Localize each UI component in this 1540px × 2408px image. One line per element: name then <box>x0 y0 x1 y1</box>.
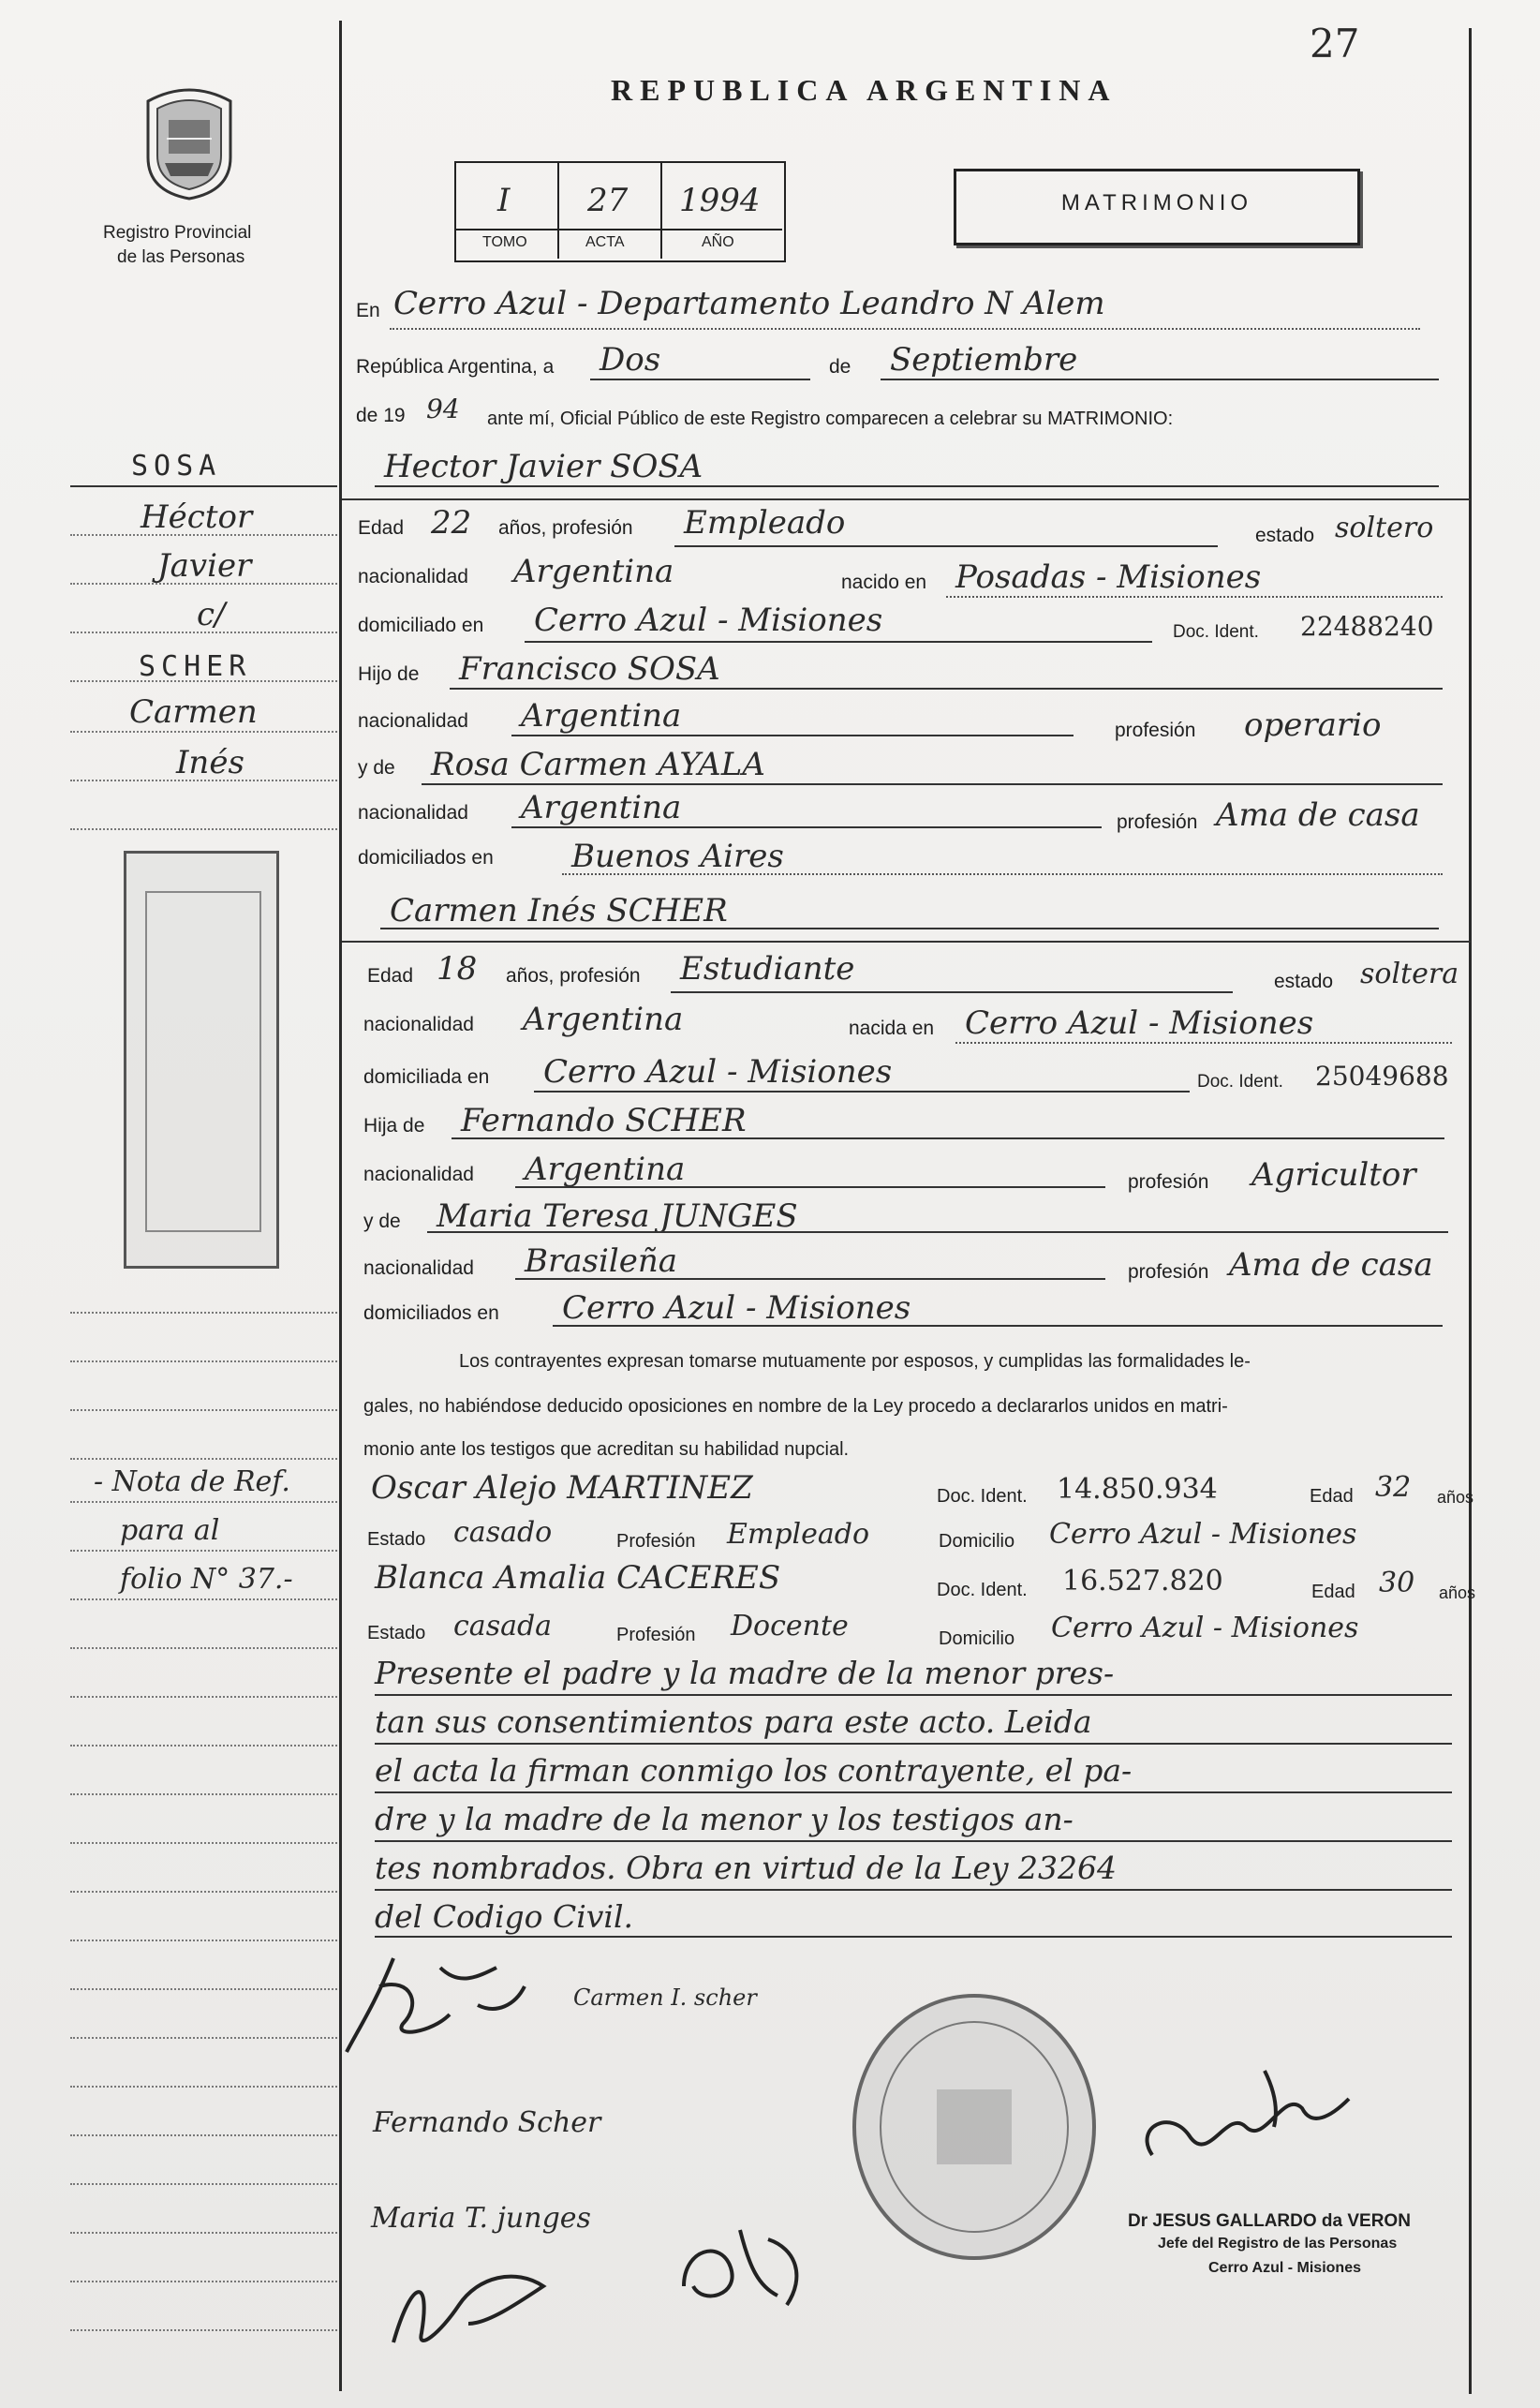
margin-conj: c/ <box>197 596 226 633</box>
bride-birthplace: Cerro Azul - Misiones <box>965 1004 1314 1042</box>
bride-nacida-label: nacida en <box>849 1018 935 1039</box>
groom-profesion-label: años, profesión <box>498 517 633 539</box>
margin-given2: Javier <box>157 547 252 585</box>
witness2-doc: 16.527.820 <box>1062 1565 1223 1598</box>
bride-mother-nationality: Brasileña <box>525 1242 677 1280</box>
bride-mother-nat-label: nacionalidad <box>363 1257 474 1279</box>
bride-profession: Estudiante <box>680 950 855 988</box>
groom-doc: 22488240 <box>1300 611 1434 642</box>
groom-parents-dom-label: domiciliados en <box>358 847 494 869</box>
witness1-doc-label: Doc. Ident. <box>937 1486 1028 1507</box>
groom-marital: soltero <box>1335 512 1434 544</box>
witness1-domicile: Cerro Azul - Misiones <box>1049 1518 1357 1551</box>
witness2-doc-label: Doc. Ident. <box>937 1580 1028 1600</box>
groom-age: 22 <box>431 504 472 542</box>
bride-parents-dom-label: domiciliados en <box>363 1302 499 1324</box>
official-place: Cerro Azul - Misiones <box>1208 2260 1361 2276</box>
official-name: Dr JESUS GALLARDO da VERON <box>1128 2211 1411 2231</box>
witness2-anos-label: años <box>1439 1583 1476 1602</box>
groom-domiciliado-label: domiciliado en <box>358 615 484 636</box>
groom-birthplace: Posadas - Misiones <box>955 558 1262 596</box>
groom-estado-label: estado <box>1255 525 1315 546</box>
bride-nacionalidad-label: nacionalidad <box>363 1014 474 1035</box>
groom-edad-label: Edad <box>358 517 405 539</box>
bride-mother-prof-label: profesión <box>1128 1261 1209 1283</box>
ano-label: AÑO <box>702 234 734 250</box>
groom-mother-prof-label: profesión <box>1117 811 1198 833</box>
witness1-name: Oscar Alejo MARTINEZ <box>371 1469 753 1507</box>
bride-domicile: Cerro Azul - Misiones <box>543 1053 893 1091</box>
provincial-seal <box>139 82 240 202</box>
page-number: 27 <box>1310 21 1360 67</box>
witness2-name: Blanca Amalia CACERES <box>375 1559 781 1597</box>
groom-father-prof-label: profesión <box>1115 720 1196 741</box>
right-border <box>1469 28 1472 2394</box>
marriage-year-digits: 94 <box>426 394 460 424</box>
bride-doc-label: Doc. Ident. <box>1197 1072 1283 1092</box>
witness2-domicilio-label: Domicilio <box>939 1628 1015 1649</box>
bride-hija-label: Hija de <box>363 1115 425 1137</box>
groom-mother-nat-label: nacionalidad <box>358 802 468 824</box>
witness2-profesion-label: Profesión <box>616 1625 696 1645</box>
witness2-age: 30 <box>1379 1567 1415 1599</box>
witness2-signature <box>665 2211 815 2324</box>
witness1-edad-label: Edad <box>1310 1486 1354 1507</box>
witness1-profesion-label: Profesión <box>616 1531 696 1552</box>
groom-mother: Rosa Carmen AYALA <box>431 746 765 783</box>
bride-signature: Carmen I. scher <box>573 1984 757 2011</box>
registry-name-line2: de las Personas <box>117 247 245 267</box>
marriage-day: Dos <box>600 341 661 379</box>
margin-surname: SOSA <box>131 450 222 483</box>
margin-note2: para al <box>120 1514 220 1547</box>
groom-nacido-label: nacido en <box>841 572 927 593</box>
witness1-estado: casado <box>453 1516 553 1549</box>
witness1-doc: 14.850.934 <box>1057 1473 1218 1506</box>
marriage-month: Septiembre <box>890 341 1078 379</box>
country-title: REPUBLICA ARGENTINA <box>611 73 1118 107</box>
tomo-value: I <box>497 182 511 219</box>
declaration-line2: gales, no habiéndose deducido oposiciones en nombre de la Ley procedo a declararlos unidos en matri- <box>363 1396 1228 1417</box>
bride-father-prof-label: profesión <box>1128 1171 1209 1193</box>
groom-father: Francisco SOSA <box>459 650 720 688</box>
margin-note3: folio N° 37.- <box>120 1563 293 1596</box>
groom-yde-label: y de <box>358 757 395 779</box>
declaration-line1: Los contrayentes expresan tomarse mutuamente por esposos, y cumplidas las formalidades le- <box>459 1351 1251 1372</box>
margin-given3: Carmen <box>129 693 258 731</box>
bride-father-nationality: Argentina <box>525 1151 686 1188</box>
bride-edad-label: Edad <box>367 965 414 987</box>
bride-yde-label: y de <box>363 1211 401 1232</box>
de-label: de <box>829 356 851 378</box>
witness1-estado-label: Estado <box>367 1529 426 1550</box>
bride-father-nat-label: nacionalidad <box>363 1164 474 1185</box>
groom-domicile: Cerro Azul - Misiones <box>534 602 883 639</box>
record-type-label: MATRIMONIO <box>1060 190 1253 216</box>
bride-nationality: Argentina <box>523 1001 684 1038</box>
de-year-label: de 19 <box>356 405 406 426</box>
witness2-estado: casada <box>453 1610 553 1642</box>
margin-given4: Inés <box>176 744 244 781</box>
record-ref-box <box>454 161 786 262</box>
witness1-domicilio-label: Domicilio <box>939 1531 1015 1552</box>
ano-value: 1994 <box>679 182 761 219</box>
tomo-label: TOMO <box>482 234 527 250</box>
witness1-anos-label: años <box>1437 1488 1474 1507</box>
registry-name-line1: Registro Provincial <box>103 223 252 243</box>
bride-profesion-label: años, profesión <box>506 965 641 987</box>
groom-mother-profession: Ama de casa <box>1216 796 1420 834</box>
acta-value: 27 <box>587 182 629 219</box>
notes-line5: tes nombrados. Obra en virtud de la Ley 23264 <box>375 1850 1118 1886</box>
mother-signature: Maria T. junges <box>371 2202 591 2235</box>
bride-mother: Maria Teresa JUNGES <box>437 1197 798 1235</box>
notes-line2: tan sus consentimientos para este acto. Leida <box>375 1703 1092 1740</box>
notes-line6: del Codigo Civil. <box>375 1898 634 1935</box>
record-type-box <box>954 169 1360 245</box>
groom-profession: Empleado <box>684 504 846 542</box>
bride-parents-domicile: Cerro Azul - Misiones <box>562 1289 911 1327</box>
bride-age: 18 <box>437 950 478 988</box>
notes-line1: Presente el padre y la madre de la menor pres- <box>375 1655 1115 1691</box>
margin-surname2: SCHER <box>139 650 252 683</box>
bride-father-profession: Agricultor <box>1251 1156 1416 1194</box>
witness2-profession: Docente <box>731 1610 849 1642</box>
father-signature: Fernando Scher <box>373 2106 601 2139</box>
witness2-estado-label: Estado <box>367 1623 426 1643</box>
official-round-stamp <box>843 1986 1105 2267</box>
witness2-domicile: Cerro Azul - Misiones <box>1051 1612 1359 1644</box>
groom-doc-label: Doc. Ident. <box>1173 622 1259 642</box>
groom-parents-domicile: Buenos Aires <box>571 838 784 875</box>
intro-statement: ante mí, Oficial Público de este Registro comparecen a celebrar su MATRIMONIO: <box>487 409 1174 429</box>
bride-estado-label: estado <box>1274 971 1334 992</box>
bride-domiciliada-label: domiciliada en <box>363 1066 490 1088</box>
official-signature <box>1124 2052 1368 2202</box>
acta-label: ACTA <box>585 234 625 250</box>
witness1-signature <box>375 2249 562 2361</box>
margin-note1: - Nota de Ref. <box>94 1465 290 1498</box>
bride-marital: soltera <box>1360 958 1459 990</box>
witness2-edad-label: Edad <box>1311 1582 1355 1602</box>
en-label: En <box>356 300 380 321</box>
witness1-profession: Empleado <box>727 1518 870 1551</box>
groom-father-nat-label: nacionalidad <box>358 710 468 732</box>
bride-name: Carmen Inés SCHER <box>390 892 728 929</box>
margin-stamp <box>124 851 279 1269</box>
groom-father-nationality: Argentina <box>521 697 682 735</box>
groom-nationality: Argentina <box>513 553 674 590</box>
place-of-marriage: Cerro Azul - Departamento Leandro N Alem <box>393 285 1105 322</box>
bride-mother-profession: Ama de casa <box>1229 1246 1433 1284</box>
margin-given1: Héctor <box>141 498 253 536</box>
notes-line4: dre y la madre de la menor y los testigos an- <box>375 1801 1074 1837</box>
republica-label: República Argentina, a <box>356 356 555 378</box>
witness1-age: 32 <box>1375 1471 1412 1504</box>
notes-line3: el acta la firman conmigo los contrayente, el pa- <box>375 1752 1133 1789</box>
groom-signature <box>337 1949 553 2061</box>
groom-nacionalidad-label: nacionalidad <box>358 566 468 587</box>
groom-father-profession: operario <box>1244 706 1382 744</box>
groom-name: Hector Javier SOSA <box>384 448 703 485</box>
bride-father: Fernando SCHER <box>461 1102 747 1139</box>
declaration-line3: monio ante los testigos que acreditan su habilidad nupcial. <box>363 1439 850 1460</box>
groom-mother-nationality: Argentina <box>521 789 682 826</box>
official-title: Jefe del Registro de las Personas <box>1158 2236 1398 2252</box>
groom-hijo-label: Hijo de <box>358 663 420 685</box>
bride-doc: 25049688 <box>1315 1061 1449 1092</box>
